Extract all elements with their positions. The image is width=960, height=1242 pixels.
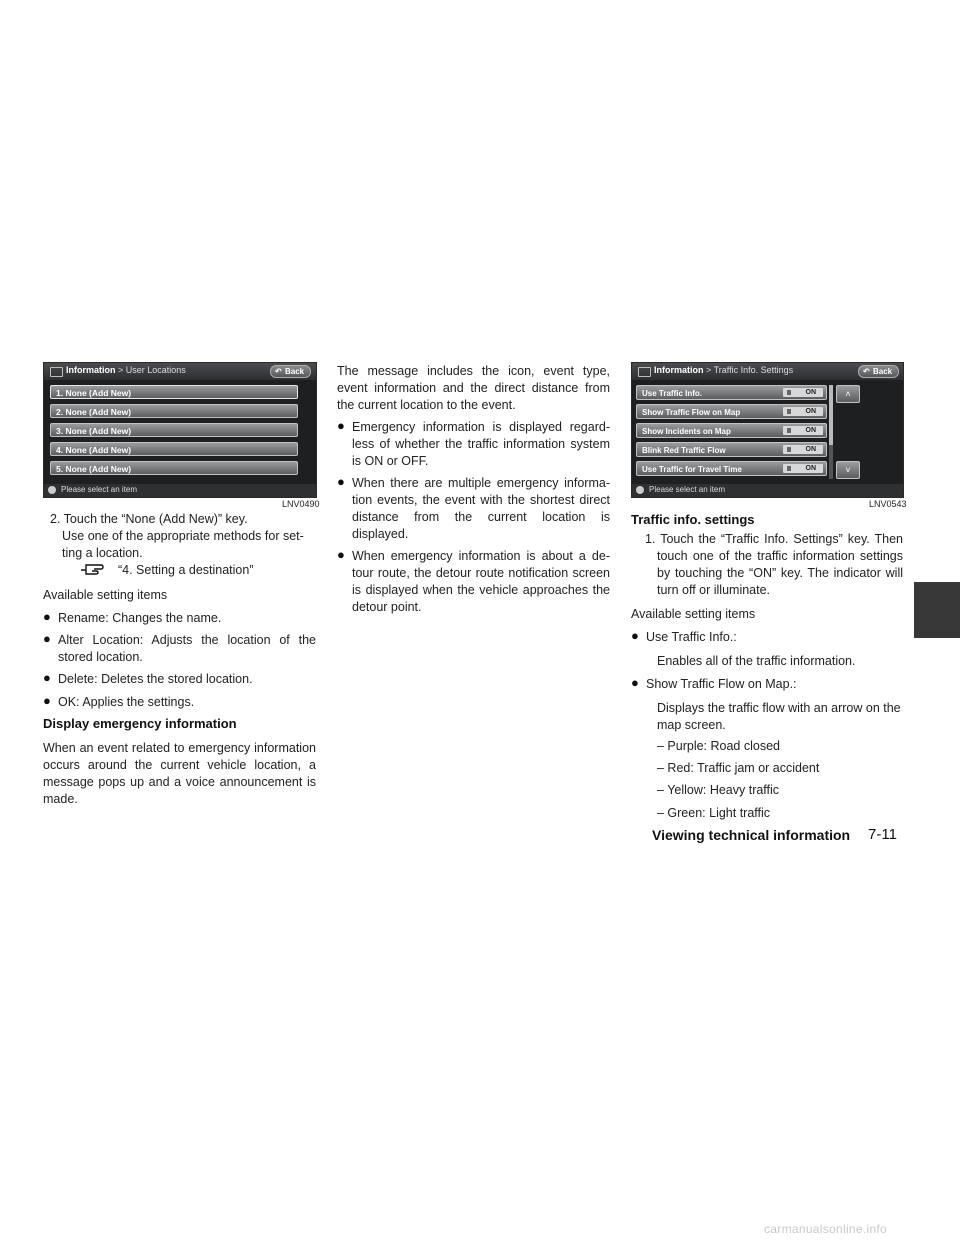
item-alter-location-cont: stored location. bbox=[58, 650, 143, 664]
screen-footer bbox=[632, 484, 903, 497]
traffic-step-1: turn off or illuminate. bbox=[657, 583, 771, 597]
section-heading-traffic-settings: Traffic info. settings bbox=[631, 512, 755, 527]
message-paragraph: the current location to the event. bbox=[337, 398, 516, 412]
footer-hint: Please select an item bbox=[61, 485, 138, 494]
step-2-detail: Use one of the appropriate methods for set- bbox=[62, 529, 304, 543]
bullet-multiple-events: tion events, the event with the shortest direct bbox=[352, 493, 610, 507]
item-show-flow-desc: map screen. bbox=[657, 718, 726, 732]
traffic-setting-show-incidents[interactable]: Show Incidents on Map ON bbox=[636, 423, 827, 438]
available-items-label: Available setting items bbox=[631, 607, 756, 621]
back-arrow-icon: ↶ bbox=[863, 367, 870, 376]
bullet-icon: ● bbox=[631, 675, 639, 690]
emergency-paragraph: message pops up and a voice announcement is bbox=[43, 775, 316, 789]
section-heading-emergency: Display emergency information bbox=[43, 716, 237, 731]
bullet-multiple-events: distance from the current location is bbox=[352, 510, 610, 524]
traffic-setting-blink-red[interactable]: Blink Red Traffic Flow ON bbox=[636, 442, 827, 457]
flow-color-purple: – Purple: Road closed bbox=[657, 739, 780, 753]
on-toggle[interactable]: ON bbox=[783, 407, 823, 416]
location-item-3[interactable]: 3. None (Add New) bbox=[50, 423, 298, 437]
indicator-icon bbox=[787, 447, 791, 452]
bullet-icon: ● bbox=[337, 547, 345, 562]
flow-color-red: – Red: Traffic jam or accident bbox=[657, 761, 820, 775]
item-use-traffic-info: Use Traffic Info.: bbox=[646, 630, 737, 644]
step-2: 2. Touch the “None (Add New)” key. bbox=[50, 512, 248, 526]
bullet-multiple-events: displayed. bbox=[352, 527, 409, 541]
indicator-icon bbox=[787, 409, 791, 414]
book-icon bbox=[50, 367, 63, 377]
emergency-paragraph: made. bbox=[43, 792, 78, 806]
location-item-1[interactable]: 1. None (Add New) bbox=[50, 385, 298, 399]
bullet-multiple-events: When there are multiple emergency informa- bbox=[352, 476, 610, 490]
user-locations-screenshot bbox=[43, 362, 317, 498]
reference-link[interactable]: “4. Setting a destination” bbox=[118, 563, 254, 577]
emergency-paragraph: When an event related to emergency information bbox=[43, 741, 316, 755]
message-paragraph: event information and the direct distance from bbox=[337, 381, 610, 395]
scrollbar-thumb[interactable] bbox=[829, 385, 833, 445]
traffic-step-1: 1. Touch the “Traffic Info. Settings” key. Then bbox=[645, 532, 903, 546]
flow-color-yellow: – Yellow: Heavy traffic bbox=[657, 783, 780, 797]
traffic-setting-use-traffic-info[interactable]: Use Traffic Info. ON bbox=[636, 385, 827, 400]
bullet-icon: ● bbox=[43, 693, 51, 708]
info-icon bbox=[48, 486, 56, 494]
item-alter-location: Alter Location: Adjusts the location of the bbox=[58, 633, 316, 647]
screen-footer bbox=[44, 484, 316, 497]
location-item-4[interactable]: 4. None (Add New) bbox=[50, 442, 298, 456]
back-button[interactable]: ↶ Back bbox=[858, 365, 899, 378]
item-show-flow: Show Traffic Flow on Map.: bbox=[646, 677, 797, 691]
bullet-emergency-onoff: Emergency information is displayed regard- bbox=[352, 420, 610, 434]
item-delete: Delete: Deletes the stored location. bbox=[58, 672, 253, 686]
emergency-paragraph: occurs around the current vehicle location, a bbox=[43, 758, 316, 772]
bullet-icon: ● bbox=[43, 631, 51, 646]
bullet-emergency-onoff: less of whether the traffic information system bbox=[352, 437, 610, 451]
bullet-emergency-onoff: is ON or OFF. bbox=[352, 454, 429, 468]
indicator-icon bbox=[787, 390, 791, 395]
scroll-down-button[interactable]: ˅ bbox=[836, 461, 860, 479]
traffic-step-1: by touching the “ON” key. The indicator will bbox=[657, 566, 903, 580]
traffic-setting-travel-time[interactable]: Use Traffic for Travel Time ON bbox=[636, 461, 827, 476]
book-icon bbox=[638, 367, 651, 377]
bullet-icon: ● bbox=[337, 418, 345, 433]
item-rename: Rename: Changes the name. bbox=[58, 611, 222, 625]
on-toggle[interactable]: ON bbox=[783, 445, 823, 454]
on-toggle[interactable]: ON bbox=[783, 426, 823, 435]
indicator-icon bbox=[787, 428, 791, 433]
location-item-2[interactable]: 2. None (Add New) bbox=[50, 404, 298, 418]
scroll-up-button[interactable]: ˄ bbox=[836, 385, 860, 403]
page-number: 7-11 bbox=[868, 826, 897, 843]
step-2-detail: ting a location. bbox=[62, 546, 143, 560]
flow-color-green: – Green: Light traffic bbox=[657, 806, 771, 820]
screen-title: Information > User Locations bbox=[66, 365, 186, 375]
item-show-flow-desc: Displays the traffic flow with an arrow on the bbox=[657, 701, 901, 715]
bullet-icon: ● bbox=[43, 670, 51, 685]
section-footer-title: Viewing technical information bbox=[652, 827, 851, 843]
bullet-icon: ● bbox=[43, 609, 51, 624]
bullet-detour: is displayed when the vehicle approaches the bbox=[352, 583, 610, 597]
screen-header bbox=[632, 363, 903, 380]
info-icon bbox=[636, 486, 644, 494]
bullet-icon: ● bbox=[631, 628, 639, 643]
item-use-traffic-info-desc: Enables all of the traffic information. bbox=[657, 654, 856, 668]
bullet-detour: detour point. bbox=[352, 600, 422, 614]
message-paragraph: The message includes the icon, event type, bbox=[337, 364, 610, 378]
reference-hand-icon bbox=[80, 560, 106, 576]
chapter-tab bbox=[914, 582, 960, 638]
screen-title: Information > Traffic Info. Settings bbox=[654, 365, 794, 375]
traffic-settings-screenshot bbox=[631, 362, 904, 498]
item-ok: OK: Applies the settings. bbox=[58, 695, 195, 709]
traffic-setting-show-flow[interactable]: Show Traffic Flow on Map ON bbox=[636, 404, 827, 419]
available-items-label: Available setting items bbox=[43, 588, 168, 602]
location-item-5[interactable]: 5. None (Add New) bbox=[50, 461, 298, 475]
bullet-detour: tour route, the detour route notification screen bbox=[352, 566, 610, 580]
footer-hint: Please select an item bbox=[649, 485, 726, 494]
back-button[interactable]: ↶ Back bbox=[270, 365, 311, 378]
screen-header bbox=[44, 363, 316, 380]
watermark: carmanualsonline.info bbox=[764, 1222, 888, 1236]
indicator-icon bbox=[787, 466, 791, 471]
on-toggle[interactable]: ON bbox=[783, 388, 823, 397]
traffic-step-1: touch one of the traffic information settings bbox=[657, 549, 903, 563]
back-arrow-icon: ↶ bbox=[275, 367, 282, 376]
bullet-detour: When emergency information is about a de- bbox=[352, 549, 610, 563]
bullet-icon: ● bbox=[337, 474, 345, 489]
image-caption-right: LNV0543 bbox=[869, 499, 907, 509]
image-caption-left: LNV0490 bbox=[282, 499, 320, 509]
on-toggle[interactable]: ON bbox=[783, 464, 823, 473]
